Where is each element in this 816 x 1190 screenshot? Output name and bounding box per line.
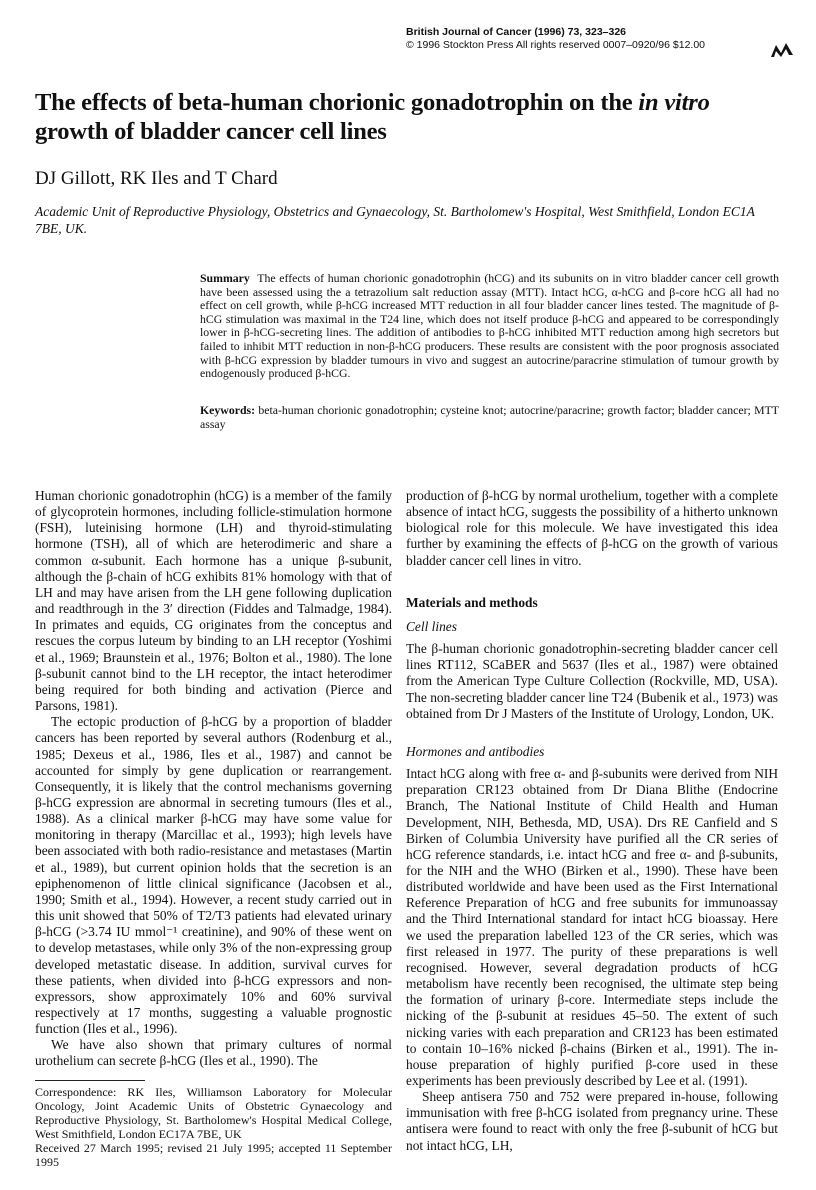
journal-citation: British Journal of Cancer (1996) 73, 323–326 [406, 26, 627, 38]
subheading-cell-lines: Cell lines [406, 618, 457, 634]
subheading-hormones: Hormones and antibodies [406, 743, 545, 759]
paragraph: production of β-hCG by normal urothelium, together with a complete absence of intact hCG, suggests the possibility of a hitherto unknown biological role for this molecule. We have investigated this idea further by examining the effects of β-hCG on the growth of various bladder cancer cell lines in vitro. [406, 488, 778, 568]
received-dates: Received 27 March 1995; revised 21 July 1995; accepted 11 September 1995 [35, 1141, 392, 1169]
publisher-logo-icon [770, 40, 794, 58]
keywords-label: Keywords: [200, 403, 256, 417]
article-title [35, 88, 775, 146]
paragraph: The β-human chorionic gonadotrophin-secreting bladder cancer cell lines RT112, SCaBER and 5637 (Iles et al., 1987) were obtained from the American Type Culture Collection (Rockville, MD, USA). The non-secreting bladder cancer line T24 (Bubenik et al., 1973) was obtained from Dr J Masters of the Institute of Urology, London, UK. [406, 641, 778, 721]
body-column-left [35, 488, 392, 1070]
authors: DJ Gillott, RK Iles and T Chard [35, 168, 278, 189]
title-text-end: growth of bladder cancer cell lines [35, 118, 387, 145]
journal-header [406, 26, 705, 51]
footnote [35, 1085, 392, 1169]
abstract-text: The effects of human chorionic gonadotrophin (hCG) and its subunits on in vitro bladder cancer cell growth have been assessed using the a tetrazolium salt reduction assay (MTT). Intact hCG, α-hCG and β-core hCG all had no effect on cell growth, while β-hCG increased MTT reduction in all four bladder cancer lines tested. The magnitude of β-hCG stimulation was maximal in the T24 line, which does not itself produce β-hCG and appeared to be correspondingly lower in β-hCG-secreting lines. The addition of antibodies to β-hCG inhibited MTT reduction among high secretors but failed to inhibit MTT reduction in non-β-hCG producers. These results are consistent with the poor prognosis associated with β-hCG expression by bladder tumours in vivo and suggest an autocrine/paracrine stimulation of tumour growth by endogenously produced β-hCG. [200, 271, 779, 381]
title-italic: in vitro [638, 89, 710, 116]
paragraph: Human chorionic gonadotrophin (hCG) is a member of the family of glycoprotein hormones, including follicle-stimulation hormone (FSH), luteinising hormone (LH) and thyroid-stimulating hormone (TSH), all of which are heterodimeric and share a common α-subunit. Each hormone has a unique β-subunit, although the β-chain of hCG exhibits 81% homology with that of LH and may have arisen from the LH gene following duplication and readthrough in the 3′ direction (Fiddes and Talmadge, 1984). In primates and equids, CG originates from the conceptus and rescues the corpus luteum by binding to an LH receptor (Yoshimi et al., 1969; Braunstein et al., 1976; Bolton et al., 1980). The lone β-subunit cannot bind to the LH receptor, the intact heterodimer being required for both binding and activation (Pierce and Parsons, 1981). [35, 488, 392, 714]
abstract-label: Summary [200, 271, 250, 285]
paragraph: Sheep antisera 750 and 752 were prepared in-house, following immunisation with free β-hCG isolated from pregnancy urine. These antisera were found to react with only the free β-subunit of hCG but not intact hCG, LH, [406, 1089, 778, 1153]
abstract [200, 272, 779, 381]
section-heading-methods: Materials and methods [406, 594, 538, 610]
paragraph: The ectopic production of β-hCG by a proportion of bladder cancers has been reported by several authors (Rodenburg et al., 1985; Dexeus et al., 1986, Iles et al., 1987) and cannot be accounted for simply by gene duplication or rearrangement. Consequently, it is likely that the control mechanisms governing β-hCG expression are abnormal in secreting tumours (Iles et al., 1988). As a clinical marker β-hCG may have some value for monitoring in therapy (Marcillac et al., 1993); high levels have been associated with both radio-resistance and metastases (Martin et al., 1989), but current opinion holds that the secretion is an epiphenomenon of little clinical significance (Jacobsen et al., 1990; Smith et al., 1994). However, a recent study carried out in this unit showed that 50% of T2/T3 patients had elevated urinary β-hCG (>3.74 IU mmol⁻¹ creatinine), and 90% of these went on to develop metastases, while only 3% of the non-expressing group developed metastatic disease. In addition, survival curves for these patients, when divided into β-hCG expressors and non-expressors, show approximately 10% and 60% survival respectively at 17 months, suggesting a valuable prognostic function (Iles et al., 1996). [35, 714, 392, 1037]
correspondence-note: Correspondence: RK Iles, Williamson Laboratory for Molecular Oncology, Joint Academic Units of Obstetric Gynaecology and Reproductive Physiology, St. Bartholomew's Hospital Medical College, West Smithfield, London EC17A 7BE, UK [35, 1085, 392, 1141]
body-column-right [406, 488, 778, 1154]
paragraph: We have also shown that primary cultures of normal urothelium can secrete β-hCG (Iles et al., 1990). The [35, 1037, 392, 1069]
keywords-text: beta-human chorionic gonadotrophin; cysteine knot; autocrine/paracrine; growth factor; bladder cancer; MTT assay [200, 403, 779, 431]
paragraph: Intact hCG along with free α- and β-subunits were derived from NIH preparation CR123 obtained from Dr Diana Blithe (Endocrine Branch, The National Institute of Child Health and Human Development, NIH, Bethesda, MD, USA). Drs RE Canfield and S Birken of Columbia University have purified all the CR series of hCG reference standards, i.e. intact hCG and free α- and β-subunits, for the NIH and the WHO (Birken et al., 1990). These have been distributed worldwide and have been used as the First International Reference Preparation of hCG and free subunits for immunoassay and the Third International standard for intact hCG bioassay. Here we used the preparation labelled 123 of the CR series, which was first released in 1977. The purity of these preparations is well recognised. However, several degradation products of hCG metabolism have recently been recognised, the ultimate step being the formation of urinary β-core. Intermediate steps include the nicking of the β-subunit at residues 45–50. The extent of such nicking varies with each preparation and CR123 has been estimated to contain 10–16% nicked β-chains (Birken et al., 1991). The in-house preparation of highly purified β-core used in these experiments has been previously described by Lee et al. (1991). [406, 766, 778, 1088]
keywords [200, 404, 779, 431]
copyright-line: © 1996 Stockton Press All rights reserved 0007–0920/96 $12.00 [406, 38, 706, 51]
footnote-divider [35, 1080, 145, 1081]
title-text: The effects of beta-human chorionic gonadotrophin on the [35, 89, 639, 116]
affiliation: Academic Unit of Reproductive Physiology, Obstetrics and Gynaecology, St. Bartholomew's Hospital, West Smithfield, London EC1A 7BE, UK. [35, 204, 755, 236]
